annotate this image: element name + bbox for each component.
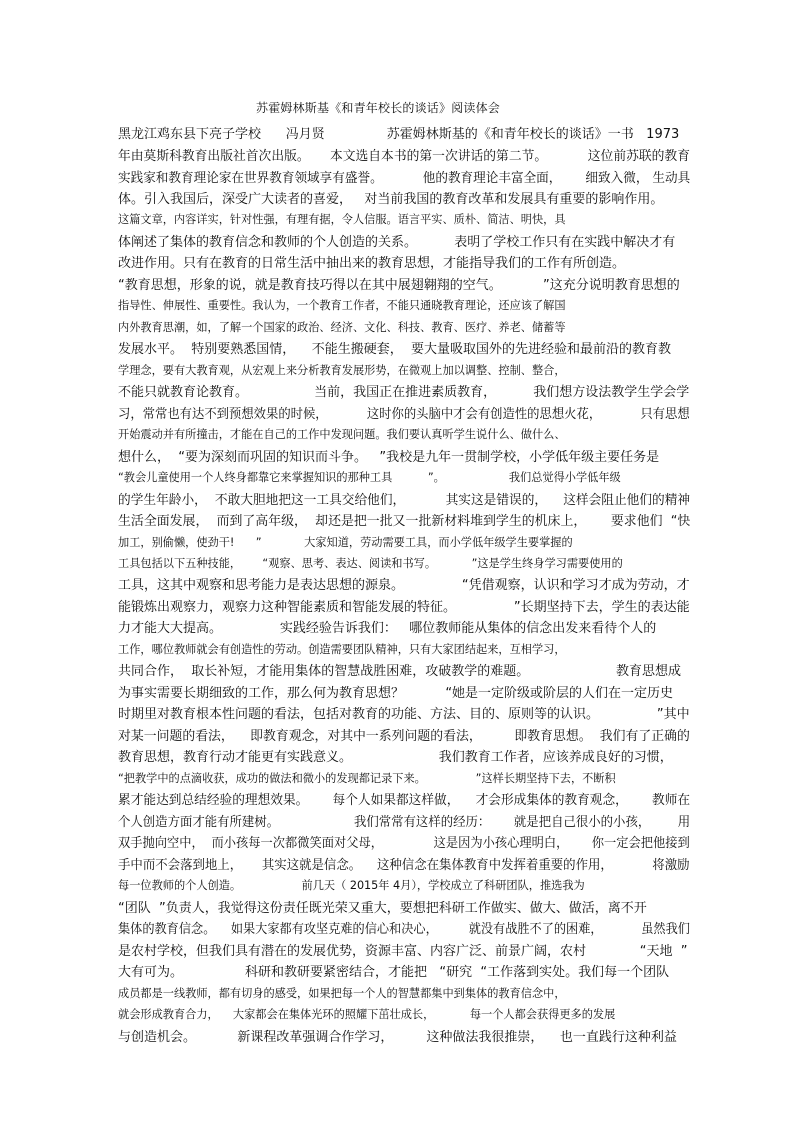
text-line: 手中而不会落到地上， 其实这就是信念。 这种信念在集体教育中发挥着重要的作用， 将激励 (118, 858, 690, 873)
text-line: 体阐述了集体的教育信念和教师的个人创造的关系。 表明了学校工作只有在实践中解决才有 (118, 235, 676, 250)
text-line: 就会形成教育合力， 大家都会在集体光环的照耀下茁壮成长， 每一个人都会获得更多的发展 (118, 1008, 616, 1021)
text-line: 集体的教育信念。 如果大家都有攻坚克难的信心和决心， 就没有战胜不了的困难， 虽然我们 (118, 922, 690, 937)
text-line: 教育思想，教育行动才能更有实践意义。 我们教育工作者，应该养成良好的习惯， (118, 750, 673, 765)
text-line: 想什么， “要为深刻而巩固的知识而斗争。 ”我校是九年一贯制学校，小学低年级主要任务是 (118, 450, 660, 465)
text-line: 每一位教师的个人创造。 前几天（ 2015年 4月），学校成立了科研团队，推选我为 (118, 879, 585, 892)
document-title: 苏霍姆林斯基《和青年校长的谈话》阅读体会 (256, 101, 501, 115)
text-line: 实践家和教育理论家在世界教育领域享有盛誉。 他的教育理论丰富全面， 细致入微， 生动具 (118, 171, 691, 186)
text-line: 个人创造方面才能有所建树。 我们常常有这样的经历： 就是把自己很小的小孩， 用 (118, 815, 691, 830)
text-line: “团队 ”负责人，我觉得这份责任既光荣又重大，要想把科研工作做实、做大、做活，离不开 (118, 901, 647, 916)
text-line: 习，常常也有达不到预想效果的时候， 这时你的头脑中才会有创造性的思想火花， 只有思想 (118, 407, 690, 422)
text-line: 指导性、伸展性、重要性。我认为，一个教育工作者，不能只通晓教育理论，还应该了解国 (118, 299, 566, 312)
text-line: 体。引入我国后，深受广大读者的喜爱， 对当前我国的教育改革和发展具有重要的影响作用。 (118, 192, 664, 207)
text-line: 的学生年龄小， 不敢大胆地把这一工具交给他们， 其实这是错误的， 这样会阻止他们的精神 (118, 493, 691, 508)
text-line: 共同合作， 取长补短，才能用集体的智慧战胜困难，攻破教学的难题。 教育思想成 (118, 664, 682, 679)
text-line: 内外教育思潮，如，了解一个国家的政治、经济、文化、科技、教育、医疗、养老、储蓄等 (118, 321, 566, 334)
text-line: 为事实需要长期细致的工作，那么何为教育思想？ “她是一定阶级或阶层的人们在一定历史 (118, 686, 674, 701)
text-line: “把教学中的点滴收获，成功的做法和微小的发现都记录下来。 ”这样长期坚持下去，不断积 (118, 772, 616, 785)
text-line: “教育思想，形象的说，就是教育技巧得以在其中展翅翱翔的空气。 ”这充分说明教育思想的 (118, 278, 680, 293)
text-line: 生活全面发展， 而到了高年级， 却还是把一批又一批新材料堆到学生的机床上， 要求他们 “快 (118, 514, 691, 529)
text-line: 能锻炼出观察力，观察力这种智能素质和智能发展的特征。 ”长期坚持下去，学生的表达能 (118, 600, 690, 615)
text-line: 工具，这其中观察和思考能力是表达思想的源泉。 “凭借观察，认识和学习才成为劳动，才 (118, 578, 690, 593)
text-line: 工具包括以下五种技能， “观察、思考、表达、阅读和书写。 ”这是学生终身学习需要使用的 (118, 557, 623, 570)
text-line: 黑龙江鸡东县下亮子学校 冯月贤 苏霍姆林斯基的《和青年校长的谈话》一书 1973 (118, 127, 680, 142)
text-line: 双手抛向空中， 而小孩每一次都微笑面对父母， 这是因为小孩心理明白， 你一定会把他接到 (118, 836, 690, 851)
text-line: 加工，别偷懒，使劲干! ” 大家知道，劳动需要工具，而小学低年级学生要掌握的 (118, 536, 573, 549)
text-line: 工作，哪位教师就会有创造性的劳动。创造需要团队精神，只有大家团结起来，互相学习， (118, 643, 566, 656)
text-line: 与创造机会。 新课程改革强调合作学习， 这种做法我很推崇， 也一直践行这种利益 (118, 1030, 677, 1045)
text-line: 力才能大大提高。 实践经验告诉我们： 哪位教师能从集体的信念出发来看待个人的 (118, 621, 657, 636)
text-line: 这篇文章，内容详实，针对性强，有理有据，令人信服。语言平实、质朴、简洁、明快，具 (118, 213, 566, 226)
text-line: 学理念，要有大教育观，从宏观上来分析教育发展形势，在微观上加以调整、控制、整合， (118, 364, 566, 377)
text-line: 对某一问题的看法， 即教育观念，对其中一系列问题的看法， 即教育思想。 我们有了正确的 (118, 729, 690, 744)
text-line: 开始震动并有所撞击，才能在自己的工作中发现问题。我们要认真听学生说什么、做什么、 (118, 428, 566, 441)
text-line: 累才能达到总结经验的理想效果。 每个人如果都这样做， 才会形成集体的教育观念， 教师在 (118, 793, 691, 808)
text-line: 成员都是一线教师，都有切身的感受，如果把每一个人的智慧都集中到集体的教育信念中， (118, 987, 566, 1000)
text-line: “教会儿童使用一个人终身都靠它来掌握知识的那种工具 ”。 我们总觉得小学低年级 (118, 471, 621, 484)
text-line: 年由莫斯科教育出版社首次出版。 本文选自本书的第一次讲话的第二节。 这位前苏联的教育 (118, 149, 690, 164)
text-line: 改进作用。只有在教育的日常生活中抽出来的教育思想，才能指导我们的工作有所创造。 (118, 256, 626, 271)
text-line: 发展水平。 特别要熟悉国情， 不能生搬硬套， 要大量吸取国外的先进经验和最前沿的教育教 (118, 342, 672, 357)
text-line: 是农村学校，但我们具有潜在的发展优势，资源丰富、内容广泛、前景广阔，农村 “天地 ” (118, 944, 688, 959)
text-line: 时期里对教育根本性问题的看法，包括对教育的功能、方法、目的、原则等的认识。 ”其中 (118, 707, 690, 722)
text-line: 不能只就教育论教育。 当前，我国正在推进素质教育， 我们想方设法教学生学会学 (118, 385, 690, 400)
text-line: 大有可为。 科研和教研要紧密结合，才能把 “研究 “工作落到实处。我们每一个团队 (118, 965, 670, 980)
